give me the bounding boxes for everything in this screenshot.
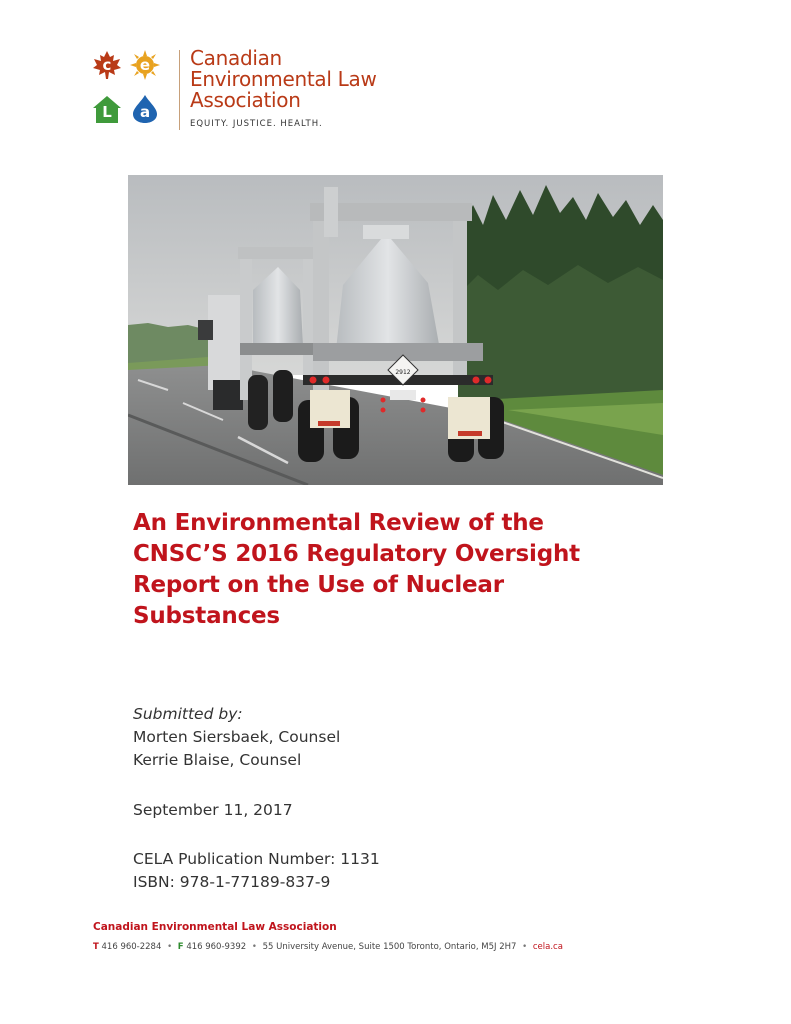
publication-block: [133, 848, 380, 894]
maple-leaf-icon: [92, 50, 122, 80]
submitted-by-block: [133, 703, 340, 772]
logo-letter-e: e: [139, 56, 151, 74]
publication-date: September 11, 2017: [133, 801, 293, 819]
footer-contact-line: [93, 942, 563, 952]
logo-divider: [179, 50, 180, 130]
cover-photo: [128, 175, 663, 485]
logo-letter-c: c: [102, 56, 112, 74]
author-1: Morten Siersbaek, Counsel: [133, 728, 341, 746]
title-line-1: An Environmental Review of the: [133, 510, 544, 536]
separator: •: [251, 942, 257, 952]
logo-letter-l: L: [102, 103, 112, 121]
separator: •: [522, 942, 528, 952]
submitted-by-label: Submitted by:: [133, 705, 243, 723]
separator: •: [167, 942, 173, 952]
logo-wordmark: [190, 48, 377, 129]
logo-mark: [92, 46, 164, 132]
fax-key: F: [177, 942, 184, 952]
logo-name-line-2: Environmental Law: [190, 67, 377, 91]
publication-number: CELA Publication Number: 1131: [133, 850, 380, 868]
cela-logo: [92, 46, 422, 134]
placard-number: 2912: [395, 369, 411, 376]
house-icon: [92, 94, 122, 124]
title-line-3: Report on the Use of Nuclear: [133, 572, 504, 598]
logo-tagline: EQUITY. JUSTICE. HEALTH.: [190, 119, 323, 129]
phone-number: 416 960-2284: [101, 942, 162, 952]
sun-icon: [130, 50, 160, 80]
phone-key: T: [93, 942, 99, 952]
isbn: ISBN: 978-1-77189-837-9: [133, 873, 331, 891]
website-link[interactable]: cela.ca: [532, 942, 563, 952]
report-title: [133, 508, 653, 632]
logo-name-line-1: Canadian: [190, 46, 282, 70]
title-line-4: Substances: [133, 603, 280, 629]
logo-letter-a: a: [139, 103, 151, 121]
fax-number: 416 960-9392: [186, 942, 247, 952]
title-line-2: CNSC’S 2016 Regulatory Oversight: [133, 541, 580, 567]
address: 55 University Avenue, Suite 1500 Toronto, Ontario, M5J 2H7: [262, 942, 517, 952]
date-block: [133, 799, 293, 822]
logo-name-line-3: Association: [190, 88, 301, 112]
water-drop-icon: [130, 94, 160, 124]
author-2: Kerrie Blaise, Counsel: [133, 751, 302, 769]
footer-organization: Canadian Environmental Law Association: [93, 921, 337, 933]
